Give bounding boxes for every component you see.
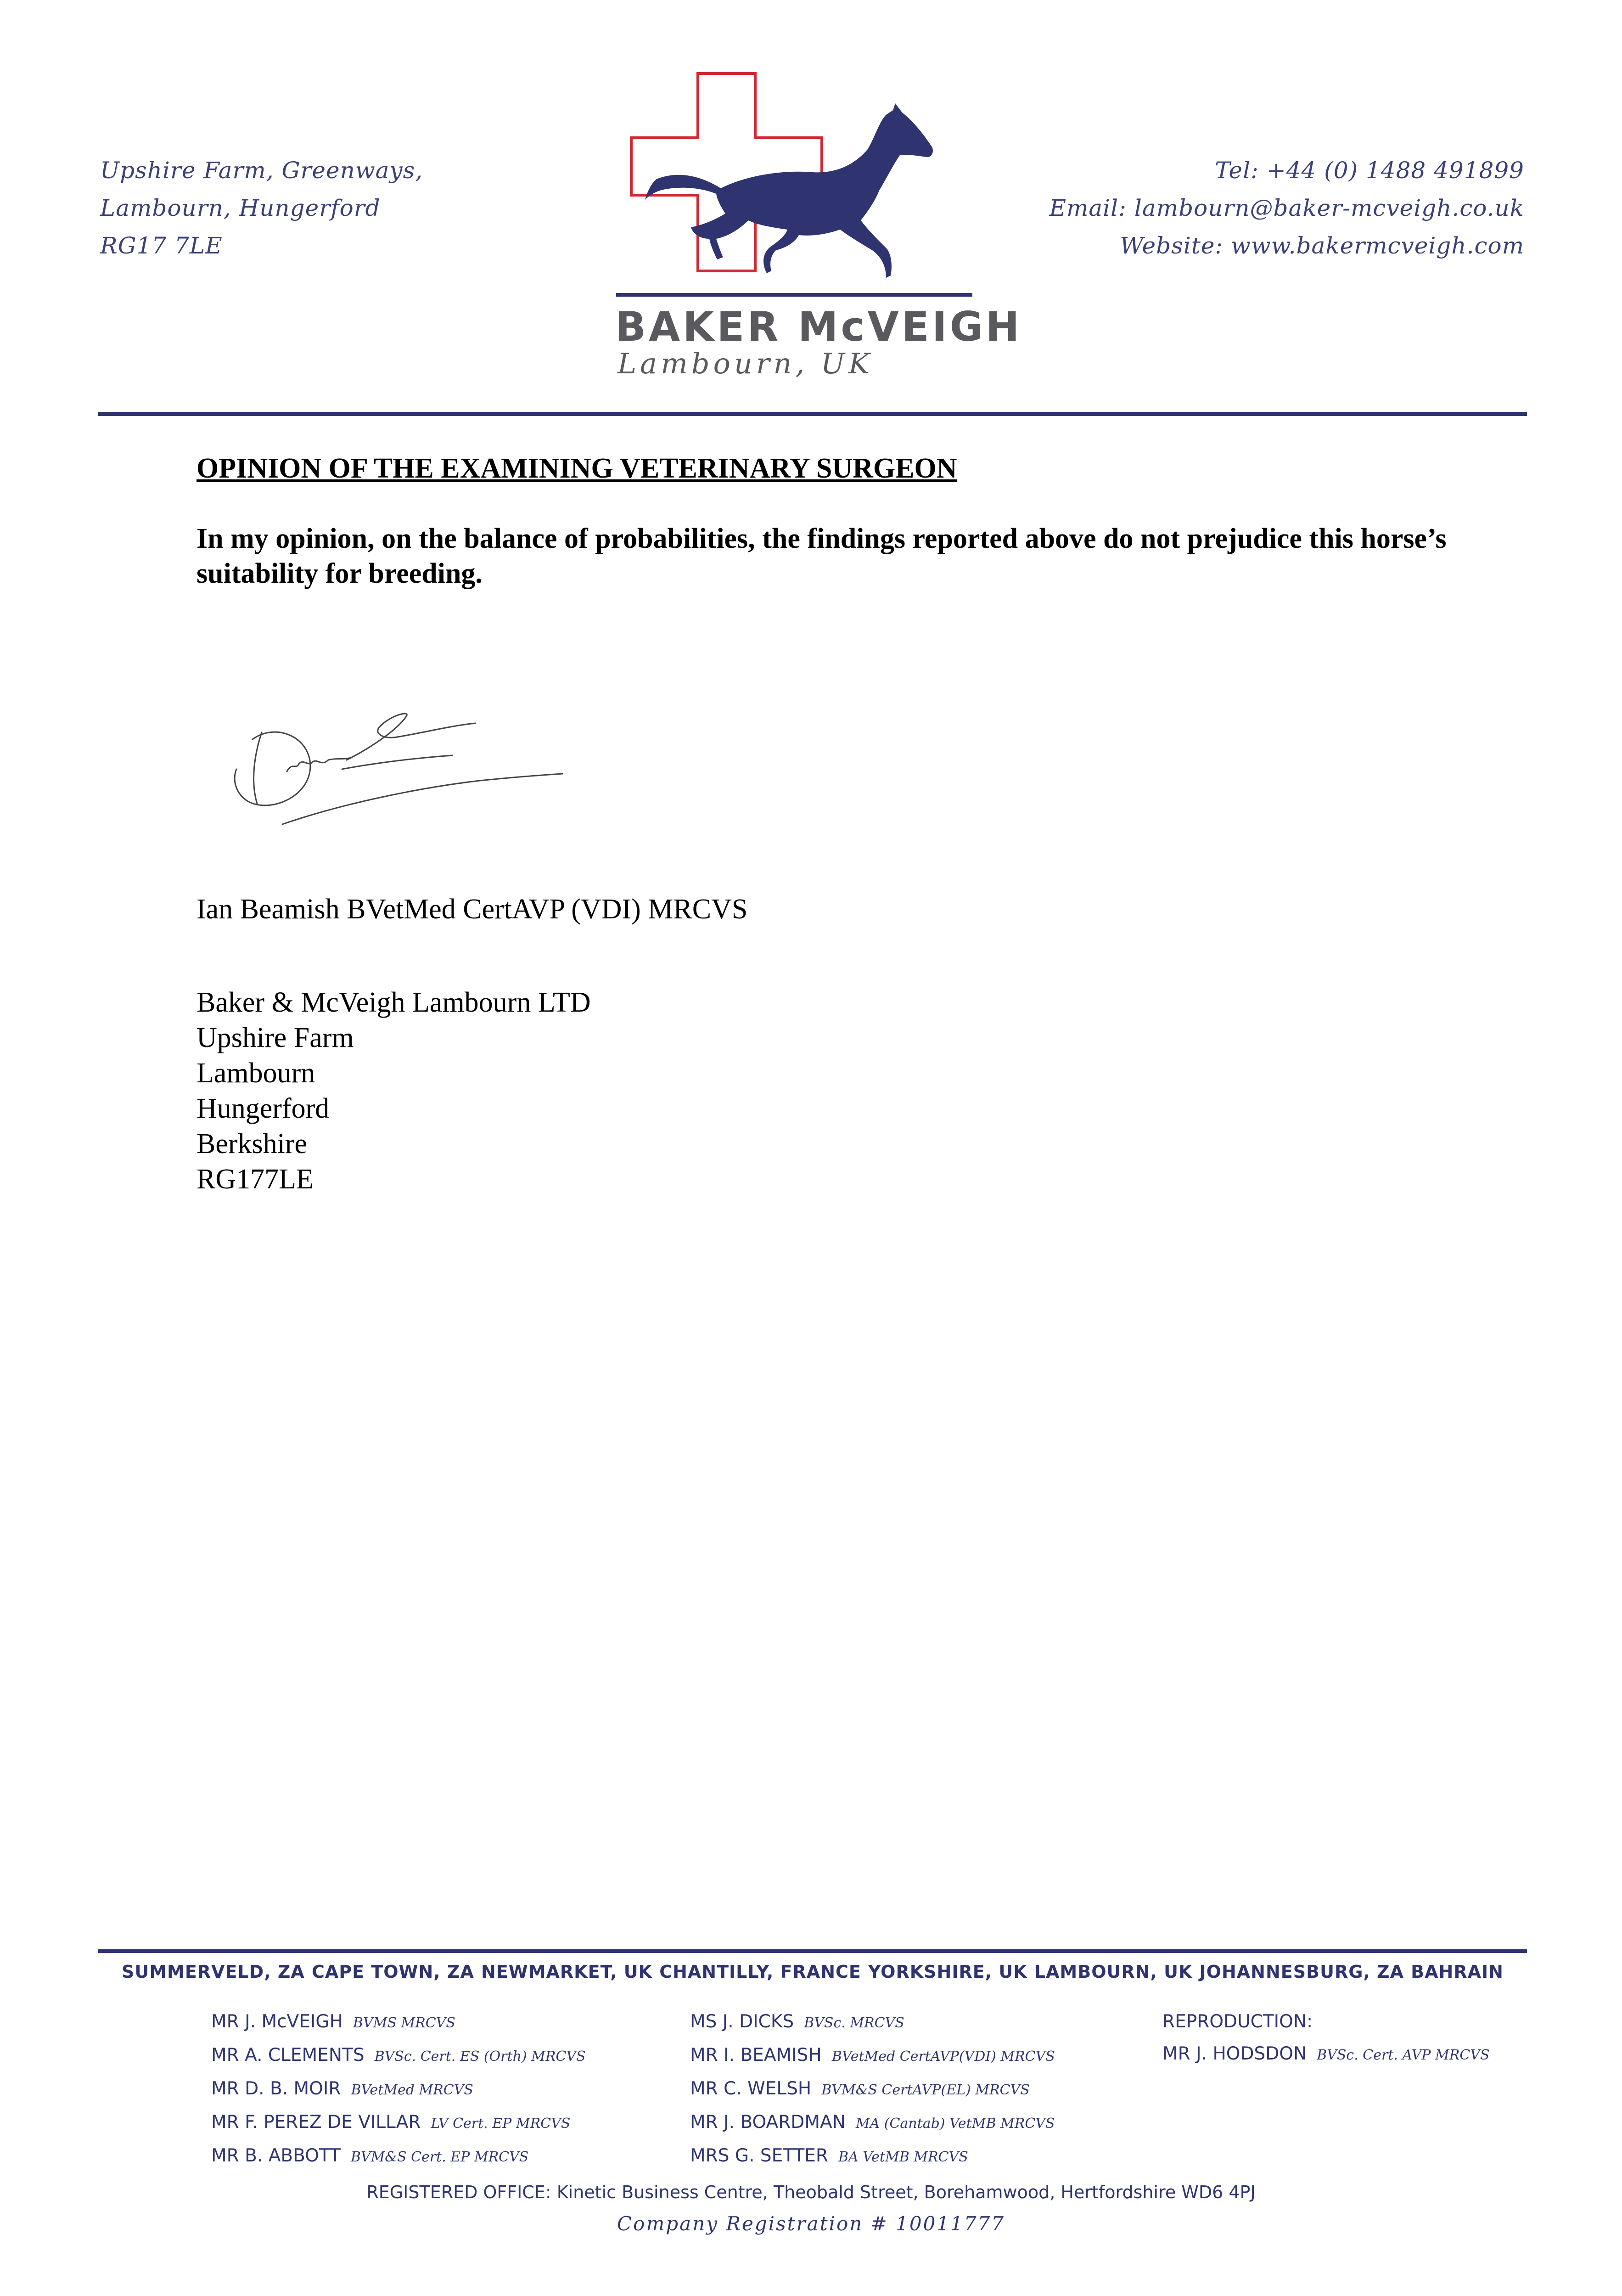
location-item: BAHRAIN bbox=[1411, 1962, 1504, 1982]
reproduction-label: REPRODUCTION: bbox=[1162, 2011, 1313, 2032]
location-item: NEWMARKET, UK bbox=[481, 1962, 653, 1982]
staff-name: MRS G. SETTER bbox=[690, 2145, 829, 2166]
staff-name: MR F. PEREZ DE VILLAR bbox=[211, 2112, 421, 2133]
staff-entry bbox=[690, 2073, 1055, 2106]
staff-entry bbox=[690, 2140, 1055, 2173]
staff-quals: BVM&S Cert. EP MRCVS bbox=[350, 2149, 529, 2165]
company-registration: Company Registration # 10011777 bbox=[617, 2212, 1005, 2235]
staff-quals: BA VetMB MRCVS bbox=[838, 2149, 968, 2165]
staff-quals: LV Cert. EP MRCVS bbox=[431, 2116, 571, 2132]
location-item: YORKSHIRE, UK bbox=[868, 1962, 1027, 1982]
location-item: JOHANNESBURG, ZA bbox=[1199, 1962, 1404, 1982]
staff-quals: BVM&S CertAVP(EL) MRCVS bbox=[821, 2082, 1030, 2098]
staff-entry bbox=[211, 2073, 586, 2106]
staff-column-1 bbox=[211, 2006, 586, 2173]
staff-name: MS J. DICKS bbox=[690, 2011, 794, 2032]
staff-name: MR J. McVEIGH bbox=[211, 2011, 343, 2032]
header-email: Email: lambourn@baker-mcveigh.co.uk bbox=[1049, 195, 1524, 221]
staff-entry bbox=[211, 2106, 586, 2140]
header-address-line: Upshire Farm, Greenways, bbox=[100, 157, 423, 184]
footer-divider bbox=[98, 1949, 1527, 1953]
staff-quals: BVetMed MRCVS bbox=[351, 2082, 473, 2098]
staff-entry bbox=[690, 2039, 1055, 2073]
location-item: CHANTILLY, FRANCE bbox=[659, 1962, 861, 1982]
staff-name: MR J. HODSDON bbox=[1162, 2043, 1307, 2064]
header-address bbox=[100, 152, 423, 264]
logo-underline bbox=[616, 293, 972, 297]
staff-quals: MA (Cantab) VetMB MRCVS bbox=[855, 2116, 1055, 2132]
brand-location: Lambourn, UK bbox=[617, 347, 874, 380]
opinion-statement: In my opinion, on the balance of probabilities, the findings reported above do not prejudice this horse’s suitability for breeding. bbox=[196, 523, 1447, 589]
opinion-heading: OPINION OF THE EXAMINING VETERINARY SURGEON bbox=[196, 453, 957, 484]
footer-locations bbox=[122, 1962, 1504, 1982]
staff-name: MR J. BOARDMAN bbox=[690, 2112, 846, 2133]
address-line: Baker & McVeigh Lambourn LTD bbox=[196, 987, 591, 1018]
staff-column-2 bbox=[690, 2006, 1055, 2173]
staff-name: MR D. B. MOIR bbox=[211, 2078, 341, 2099]
address-line: Lambourn bbox=[196, 1058, 315, 1089]
staff-name: MR I. BEAMISH bbox=[690, 2045, 822, 2065]
staff-quals: BVSc. Cert. ES (Orth) MRCVS bbox=[374, 2048, 586, 2065]
staff-name: MR B. ABBOTT bbox=[211, 2145, 341, 2166]
staff-name: MR C. WELSH bbox=[690, 2078, 812, 2099]
signer-name: Ian Beamish BVetMed CertAVP (VDI) MRCVS bbox=[196, 894, 748, 925]
location-item: SUMMERVELD, ZA bbox=[122, 1962, 305, 1982]
staff-quals: BVetMed CertAVP(VDI) MRCVS bbox=[831, 2048, 1055, 2065]
staff-entry bbox=[211, 2006, 586, 2039]
staff-quals: BVSc. Cert. AVP MRCVS bbox=[1317, 2047, 1490, 2063]
location-item: CAPE TOWN, ZA bbox=[311, 1962, 474, 1982]
header-address-line: RG17 7LE bbox=[100, 232, 223, 259]
header-phone: Tel: +44 (0) 1488 491899 bbox=[1215, 157, 1524, 184]
horse-icon bbox=[645, 103, 933, 278]
address-line: Hungerford bbox=[196, 1093, 330, 1124]
address-line: RG177LE bbox=[196, 1164, 314, 1195]
header-divider bbox=[98, 412, 1527, 416]
header-address-line: Lambourn, Hungerford bbox=[100, 195, 381, 221]
registered-office: REGISTERED OFFICE: Kinetic Business Centre, Theobald Street, Borehamwood, Hertfordshire WD6 4PJ bbox=[366, 2182, 1256, 2202]
header-contact bbox=[1049, 152, 1524, 264]
staff-quals: BVSc. MRCVS bbox=[804, 2015, 904, 2031]
brand-name: BAKER McVEIGH bbox=[615, 303, 1022, 350]
staff-entry bbox=[211, 2039, 586, 2073]
staff-quals: BVMS MRCVS bbox=[353, 2015, 455, 2031]
location-item: LAMBOURN, UK bbox=[1034, 1962, 1193, 1982]
practice-address bbox=[196, 985, 591, 1197]
handwritten-signature bbox=[204, 689, 572, 854]
address-line: Berkshire bbox=[196, 1128, 308, 1159]
address-line: Upshire Farm bbox=[196, 1022, 354, 1053]
staff-column-3 bbox=[1162, 2006, 1490, 2071]
staff-entry bbox=[690, 2006, 1055, 2039]
staff-entry bbox=[1162, 2038, 1490, 2071]
staff-entry bbox=[211, 2140, 586, 2173]
staff-entry bbox=[690, 2106, 1055, 2140]
staff-name: MR A. CLEMENTS bbox=[211, 2045, 365, 2065]
header-website: Website: www.bakermcveigh.com bbox=[1120, 232, 1524, 259]
